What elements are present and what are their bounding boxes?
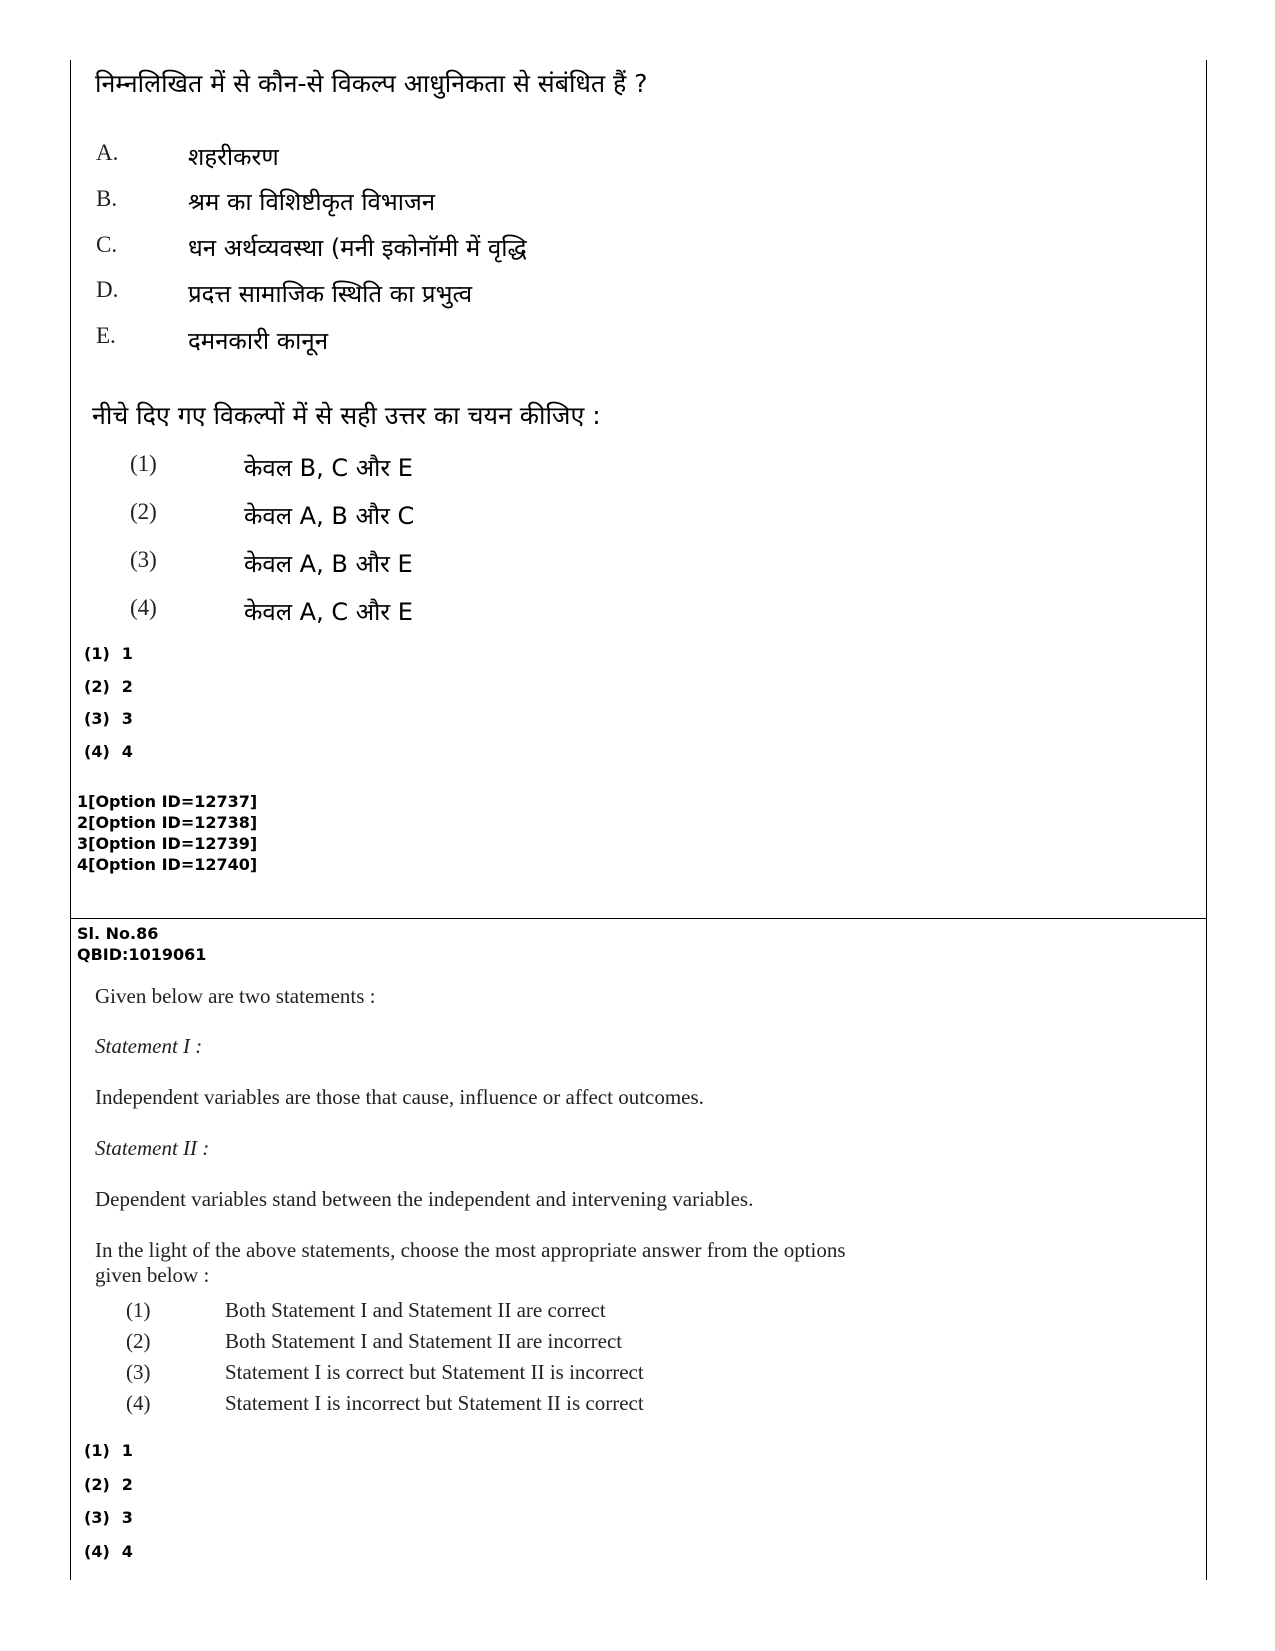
answer-value: 1 bbox=[121, 644, 133, 663]
option-key-1: (1) bbox=[126, 1298, 151, 1322]
item-text-c: धन अर्थव्यवस्था (मनी इकोनॉमी में वृद्धि bbox=[188, 234, 527, 262]
answer-row bbox=[84, 709, 133, 728]
statement-1-text: Independent variables are those that cause, influence or affect outcomes. bbox=[95, 1085, 704, 1109]
option-id-4: 4[Option ID=12740] bbox=[77, 855, 258, 874]
answer-row bbox=[84, 742, 133, 761]
item-text-e: दमनकारी कानून bbox=[188, 327, 329, 355]
answer-key: (3) bbox=[84, 1508, 110, 1527]
instruction-text: नीचे दिए गए विकल्पों में से सही उत्तर का चयन कीजिए : bbox=[92, 401, 601, 430]
option-key-4: (4) bbox=[130, 595, 157, 620]
answer-row bbox=[84, 644, 133, 663]
answer-row bbox=[84, 1441, 133, 1460]
answer-row bbox=[84, 1475, 133, 1494]
question-text: निम्नलिखित में से कौन-से विकल्प आधुनिकता से संबंधित हैं ? bbox=[95, 69, 648, 98]
option-id-2: 2[Option ID=12738] bbox=[77, 813, 258, 832]
answer-key: (2) bbox=[84, 1475, 110, 1494]
statement-2-text: Dependent variables stand between the independent and intervening variables. bbox=[95, 1187, 754, 1211]
serial-number: Sl. No.86 bbox=[77, 924, 159, 943]
option-text-3: केवल A, B और E bbox=[244, 550, 413, 578]
answer-value: 2 bbox=[121, 1475, 133, 1494]
answer-key: (4) bbox=[84, 1542, 110, 1561]
answer-key: (1) bbox=[84, 644, 110, 663]
option-key-3: (3) bbox=[130, 547, 157, 572]
item-key-a: A. bbox=[96, 140, 119, 165]
question-divider bbox=[70, 918, 1207, 919]
qbid: QBID:1019061 bbox=[77, 945, 207, 964]
option-text-1: Both Statement I and Statement II are correct bbox=[225, 1298, 606, 1322]
option-text-1: केवल B, C और E bbox=[244, 454, 413, 482]
answer-value: 3 bbox=[121, 1508, 133, 1527]
answer-row bbox=[84, 1508, 133, 1527]
answer-row bbox=[84, 677, 133, 696]
item-key-c: C. bbox=[96, 232, 118, 257]
option-text-3: Statement I is correct but Statement II is incorrect bbox=[225, 1360, 644, 1384]
instruction-line-2: given below : bbox=[95, 1263, 210, 1287]
option-key-2: (2) bbox=[126, 1329, 151, 1353]
option-key-1: (1) bbox=[130, 451, 157, 476]
statement-1-label: Statement I : bbox=[95, 1034, 203, 1058]
option-key-2: (2) bbox=[130, 499, 157, 524]
option-text-4: केवल A, C और E bbox=[244, 598, 413, 626]
answer-key: (2) bbox=[84, 677, 110, 696]
question-meta bbox=[77, 923, 206, 965]
option-id-1: 1[Option ID=12737] bbox=[77, 792, 258, 811]
option-key-4: (4) bbox=[126, 1391, 151, 1415]
item-key-d: D. bbox=[96, 277, 119, 302]
answer-key: (1) bbox=[84, 1441, 110, 1460]
item-text-d: प्रदत्त सामाजिक स्थिति का प्रभुत्व bbox=[188, 280, 473, 308]
answer-key: (4) bbox=[84, 742, 110, 761]
answer-value: 4 bbox=[121, 1542, 133, 1561]
answer-value: 1 bbox=[121, 1441, 133, 1460]
option-key-3: (3) bbox=[126, 1360, 151, 1384]
answer-value: 4 bbox=[121, 742, 133, 761]
item-text-b: श्रम का विशिष्टीकृत विभाजन bbox=[188, 188, 436, 216]
answer-value: 2 bbox=[121, 677, 133, 696]
option-id-3: 3[Option ID=12739] bbox=[77, 834, 258, 853]
statements-intro: Given below are two statements : bbox=[95, 984, 376, 1008]
item-text-a: शहरीकरण bbox=[188, 143, 279, 171]
item-key-e: E. bbox=[96, 323, 116, 348]
option-text-4: Statement I is incorrect but Statement II is correct bbox=[225, 1391, 644, 1415]
answer-value: 3 bbox=[121, 709, 133, 728]
statement-2-label: Statement II : bbox=[95, 1136, 210, 1160]
instruction-line-1: In the light of the above statements, choose the most appropriate answer from the options bbox=[95, 1238, 846, 1262]
option-text-2: Both Statement I and Statement II are incorrect bbox=[225, 1329, 623, 1353]
option-text-2: केवल A, B और C bbox=[244, 502, 415, 530]
option-ids bbox=[77, 791, 257, 875]
answer-key: (3) bbox=[84, 709, 110, 728]
answer-row bbox=[84, 1542, 133, 1561]
item-key-b: B. bbox=[96, 186, 118, 211]
